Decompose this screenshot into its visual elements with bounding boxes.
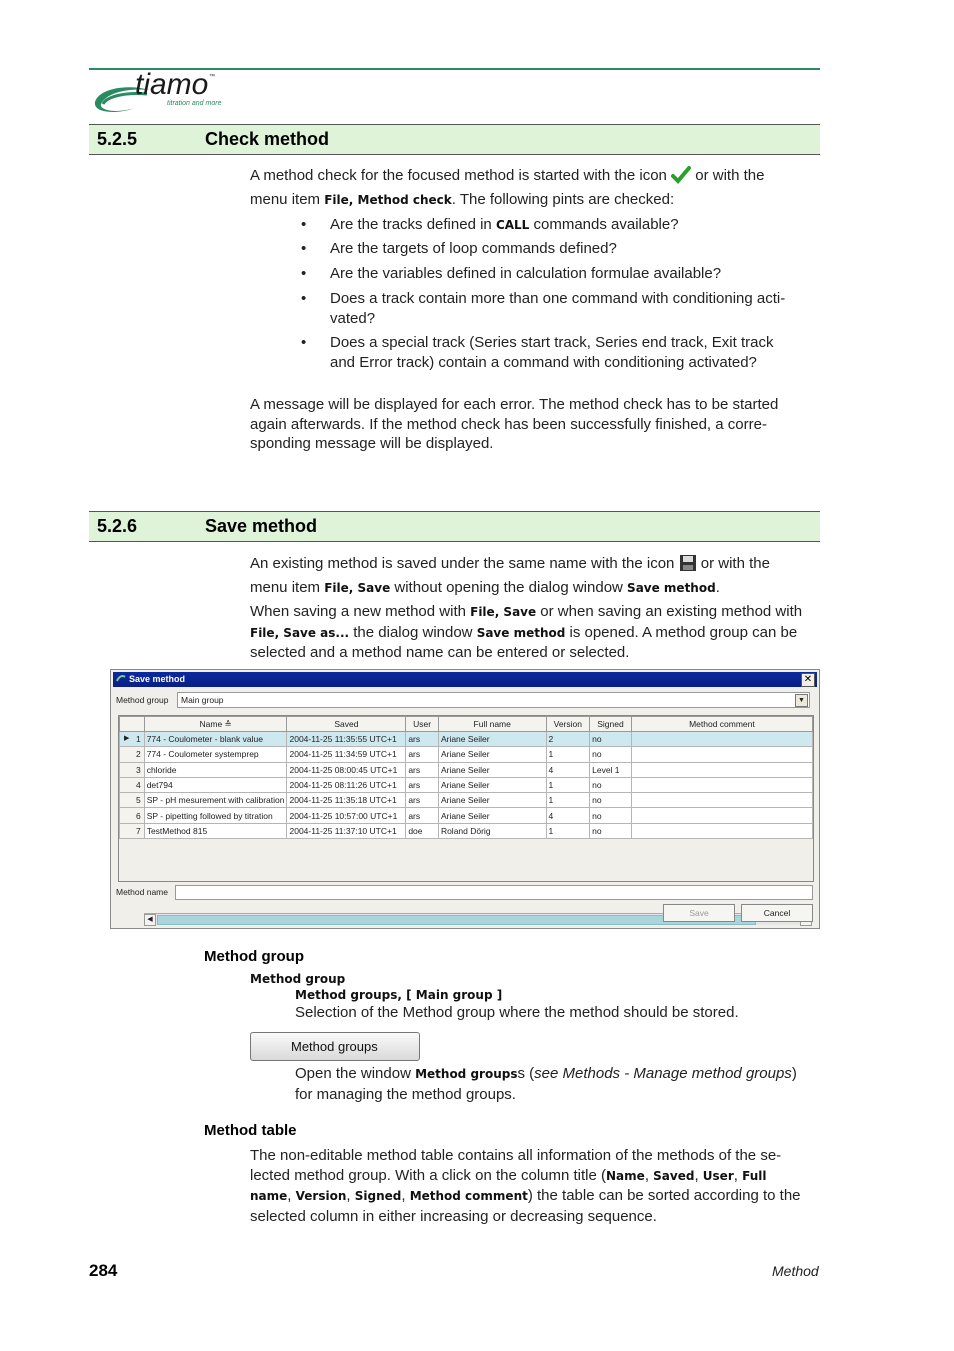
section-title: Check method <box>205 129 330 149</box>
table-cell: Ariane Seiler <box>438 762 546 777</box>
table-row[interactable] <box>120 732 813 747</box>
table-cell: SP - pipetting followed by titration <box>144 808 287 823</box>
table-cell <box>631 793 812 808</box>
logo-tm: ™ <box>209 74 215 80</box>
section-header-check-method <box>89 124 820 155</box>
dialog-title: Save method <box>129 674 186 684</box>
table-cell: no <box>590 732 632 747</box>
table-cell: TestMethod 815 <box>144 823 287 838</box>
table-cell <box>631 762 812 777</box>
table-cell: 2004-11-25 10:57:00 UTC+1 <box>287 808 406 823</box>
section-header-save-method <box>89 511 820 542</box>
section-title: Save method <box>205 516 318 536</box>
row-number: 6 <box>120 808 145 823</box>
save-method-dialog-paragraph: When saving a new method with File, Save or when saving an existing method with File, Save as... the dialog window Save method is opened. A method group can be selected and a method name can be entered or selected. <box>250 603 803 661</box>
method-table-heading: Method table <box>204 1122 297 1139</box>
table-cell: chloride <box>144 762 287 777</box>
table-cell: det794 <box>144 777 287 792</box>
method-group-param-name: Method group <box>250 972 346 986</box>
table-cell: Level 1 <box>590 762 632 777</box>
row-number: 2 <box>120 747 145 762</box>
table-cell: 774 - Coulometer - blank value <box>144 732 287 747</box>
table-cell: 2004-11-25 11:37:10 UTC+1 <box>287 823 406 838</box>
method-group-description: Selection of the Method group where the method should be stored. <box>295 1004 739 1021</box>
table-cell: no <box>590 808 632 823</box>
save-disk-icon <box>679 554 697 578</box>
logo-tagline: titration and more <box>167 100 222 107</box>
table-cell: 1 <box>546 747 590 762</box>
page-number: 284 <box>89 1261 118 1280</box>
table-cell: 2004-11-25 08:11:26 UTC+1 <box>287 777 406 792</box>
check-method-message-paragraph: A message will be displayed for each error. The method check has to be started again afterwards. If the method check has been successfully finished, a corre- sponding message will be displayed. <box>250 396 779 452</box>
column-header[interactable]: Signed <box>590 717 632 732</box>
table-row[interactable] <box>120 747 813 762</box>
app-icon <box>116 674 126 684</box>
column-header[interactable] <box>120 717 145 732</box>
table-cell: Ariane Seiler <box>438 808 546 823</box>
row-pointer-icon: ▶ <box>124 735 130 743</box>
table-cell <box>631 732 812 747</box>
table-cell: Ariane Seiler <box>438 732 546 747</box>
table-cell: Ariane Seiler <box>438 747 546 762</box>
table-cell: ars <box>406 732 439 747</box>
save-button[interactable]: Save <box>663 904 735 922</box>
table-cell: 2 <box>546 732 590 747</box>
column-header[interactable]: Full name <box>438 717 546 732</box>
section-number: 5.2.5 <box>97 129 138 149</box>
table-cell: 2004-11-25 11:35:55 UTC+1 <box>287 732 406 747</box>
table-cell: 1 <box>546 823 590 838</box>
table-cell: 1 <box>546 777 590 792</box>
save-method-intro: An existing method is saved under the same name with the icon or with the menu item File, Save without opening the dialog window Save method. <box>250 555 770 596</box>
table-header-row <box>120 717 813 732</box>
table-row[interactable] <box>120 823 813 838</box>
logo-wordmark: tiamo <box>135 68 209 101</box>
check-method-intro: A method check for the focused method is started with the icon or with the menu item File, Method check. The following pints are checked: <box>250 167 765 208</box>
table-cell: 774 - Coulometer systemprep <box>144 747 287 762</box>
table-cell: SP - pH mesurement with calibration <box>144 793 287 808</box>
table-cell: ars <box>406 793 439 808</box>
method-group-select[interactable]: Main group ▼ <box>177 692 810 708</box>
tiamo-logo <box>89 68 239 118</box>
method-table-paragraph: The non-editable method table contains all information of the methods of the se- lected method group. With a click on the column title (Name, Saved, User, Full name, Version, Signed, Method comment) the table can be sorted according to the selected column in either increasing or decreasing sequence. <box>250 1147 801 1225</box>
method-group-heading: Method group <box>204 948 304 965</box>
table-cell: 4 <box>546 762 590 777</box>
method-groups-open-paragraph: Open the window Method groupss (see Methods - Manage method groups) for managing the method groups. <box>295 1065 797 1103</box>
table-cell: 2004-11-25 11:35:18 UTC+1 <box>287 793 406 808</box>
table-cell <box>631 808 812 823</box>
method-group-label: Method group <box>116 695 169 705</box>
table-cell: Roland Dörig <box>438 823 546 838</box>
chevron-down-icon[interactable]: ▼ <box>795 694 808 707</box>
section-number: 5.2.6 <box>97 516 138 536</box>
table-cell: no <box>590 823 632 838</box>
table-cell: ars <box>406 762 439 777</box>
method-name-label: Method name <box>116 887 168 897</box>
row-number: 3 <box>120 762 145 777</box>
column-header[interactable]: Version <box>546 717 590 732</box>
table-row[interactable] <box>120 808 813 823</box>
column-header[interactable]: Method comment <box>631 717 812 732</box>
row-number: ▶ 1 <box>120 732 145 747</box>
table-cell: no <box>590 793 632 808</box>
table-row[interactable] <box>120 762 813 777</box>
table-cell: no <box>590 777 632 792</box>
column-header[interactable]: User <box>406 717 439 732</box>
table-cell <box>631 747 812 762</box>
table-cell <box>631 823 812 838</box>
table-cell: Ariane Seiler <box>438 777 546 792</box>
method-table-grid <box>119 716 813 839</box>
table-row[interactable] <box>120 777 813 792</box>
check-mark-icon <box>671 166 691 190</box>
method-name-input[interactable] <box>175 885 813 900</box>
table-cell: 4 <box>546 808 590 823</box>
row-number: 5 <box>120 793 145 808</box>
method-group-param-values: Method groups, [ Main group ] <box>295 988 503 1002</box>
table-cell: doe <box>406 823 439 838</box>
table-cell: ars <box>406 747 439 762</box>
table-cell <box>631 777 812 792</box>
method-groups-button[interactable]: Method groups <box>250 1032 420 1061</box>
scroll-left-icon[interactable]: ◀ <box>144 914 156 926</box>
cancel-button[interactable]: Cancel <box>741 904 813 922</box>
column-header[interactable]: Name ≙ <box>144 717 287 732</box>
column-header[interactable]: Saved <box>287 717 406 732</box>
table-cell: 1 <box>546 793 590 808</box>
row-number: 4 <box>120 777 145 792</box>
table-cell: ars <box>406 777 439 792</box>
table-cell: ars <box>406 808 439 823</box>
table-cell: 2004-11-25 08:00:45 UTC+1 <box>287 762 406 777</box>
footer-section: Method <box>772 1263 819 1279</box>
table-cell: Ariane Seiler <box>438 793 546 808</box>
save-method-dialog <box>110 669 820 929</box>
close-button[interactable]: ✕ <box>801 673 815 687</box>
table-cell: no <box>590 747 632 762</box>
table-cell: 2004-11-25 11:34:59 UTC+1 <box>287 747 406 762</box>
table-row[interactable] <box>120 793 813 808</box>
dialog-titlebar <box>113 672 817 687</box>
row-number: 7 <box>120 823 145 838</box>
